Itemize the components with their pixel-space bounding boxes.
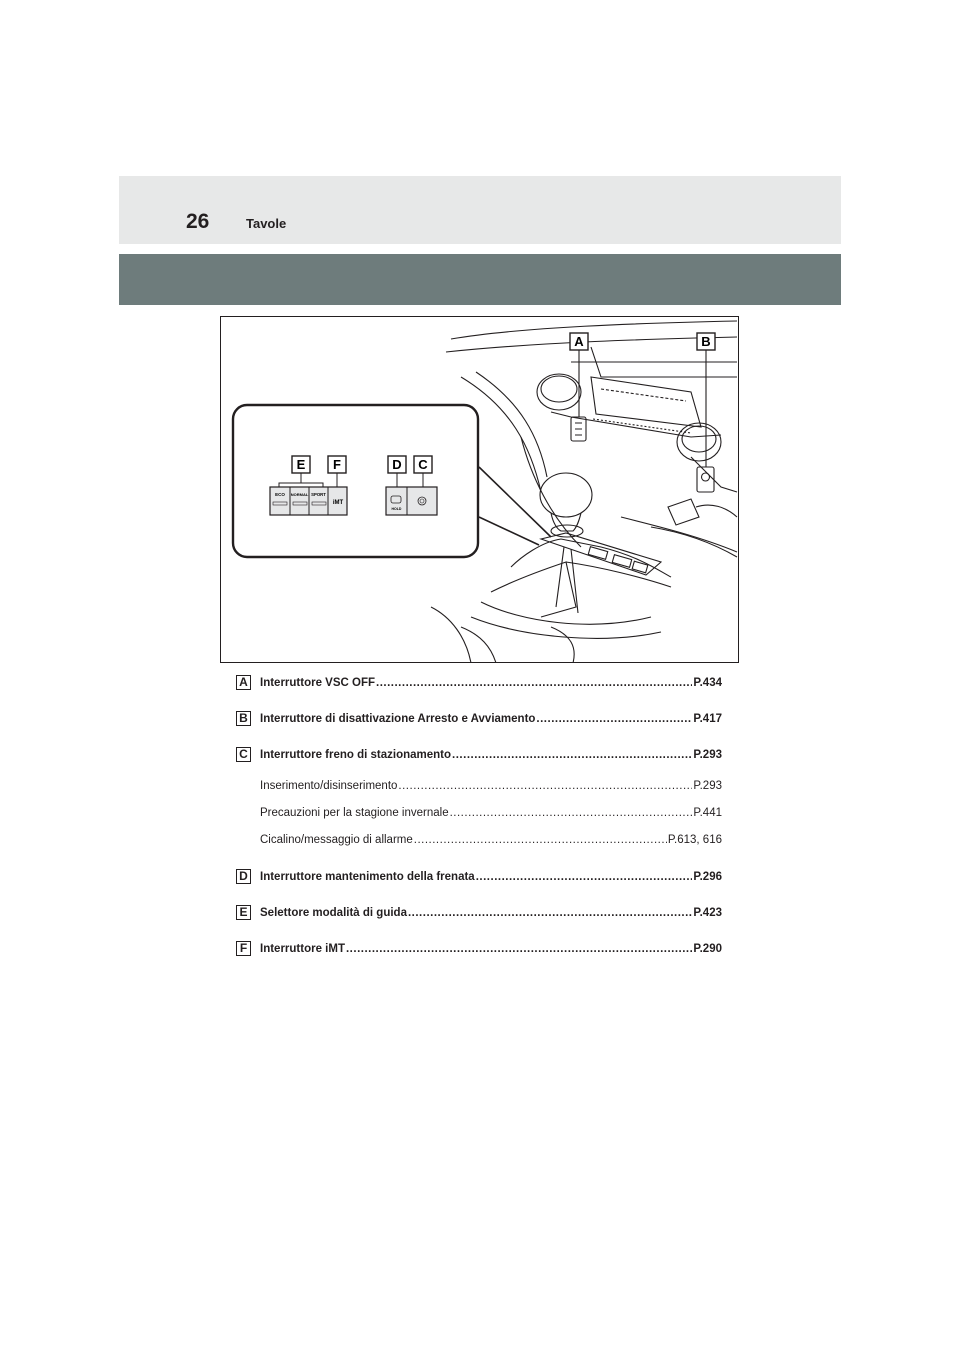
callout-a <box>570 333 588 350</box>
page-reference: P.441 <box>693 807 722 819</box>
callout-f <box>328 456 346 473</box>
normal-button-label: NORMAL <box>290 492 309 497</box>
section-bar <box>119 254 841 305</box>
marker-c: C <box>236 747 251 762</box>
entry-label: Selettore modalità di guida <box>260 907 407 919</box>
marker-a: A <box>236 675 251 690</box>
page-number: 26 <box>186 210 210 233</box>
callout-e <box>292 456 310 473</box>
callout-b <box>697 333 715 350</box>
svg-text:C: C <box>418 457 428 472</box>
page-reference: P.296 <box>693 871 722 883</box>
entry-d <box>236 866 722 902</box>
page-reference: P.293 <box>693 749 722 761</box>
svg-text:E: E <box>296 457 306 472</box>
marker-d: D <box>236 869 251 884</box>
marker-b: B <box>236 711 251 726</box>
entry-label: Interruttore mantenimento della frenata <box>260 871 475 883</box>
page-reference: P.434 <box>693 677 722 689</box>
console-drawing <box>221 317 739 663</box>
section-title: Tavole <box>246 216 287 231</box>
subentry-label: Cicalino/messaggio di allarme <box>260 834 413 846</box>
entry-label: Interruttore VSC OFF <box>260 677 376 689</box>
page-reference: P.423 <box>693 907 722 919</box>
subentry-c-2 <box>236 807 722 834</box>
svg-text:B: B <box>701 334 711 349</box>
page-reference: P.290 <box>693 943 722 955</box>
hold-button-label: HOLD <box>391 507 402 511</box>
marker-f: F <box>236 941 251 956</box>
callout-c <box>414 456 432 473</box>
imt-button-label: iMT <box>332 500 344 506</box>
reference-list <box>236 672 722 974</box>
entry-e <box>236 902 722 938</box>
subentry-label: Precauzioni per la stagione invernale <box>260 807 449 819</box>
svg-text:F: F <box>333 457 341 472</box>
svg-text:D: D <box>392 457 402 472</box>
page-reference: P.417 <box>693 713 722 725</box>
svg-text:A: A <box>574 334 584 349</box>
sport-button-label: SPORT <box>311 492 326 497</box>
header-band <box>119 176 841 244</box>
entry-a <box>236 672 722 708</box>
subentry-label: Inserimento/disinserimento <box>260 780 398 792</box>
eco-button-label: ECO <box>275 492 285 497</box>
entry-label: Interruttore freno di stazionamento <box>260 749 452 761</box>
callout-d <box>388 456 406 473</box>
subentry-c-3 <box>236 834 722 866</box>
subentry-c-1 <box>236 780 722 807</box>
entry-label: Interruttore iMT <box>260 943 345 955</box>
console-illustration <box>220 316 739 663</box>
marker-e: E <box>236 905 251 920</box>
page-reference: P.613, 616 <box>667 834 722 846</box>
entry-f <box>236 938 722 974</box>
entry-label: Interruttore di disattivazione Arresto e Avviamento <box>260 713 536 725</box>
page-reference: P.293 <box>693 780 722 792</box>
entry-b <box>236 708 722 744</box>
entry-c <box>236 744 722 780</box>
